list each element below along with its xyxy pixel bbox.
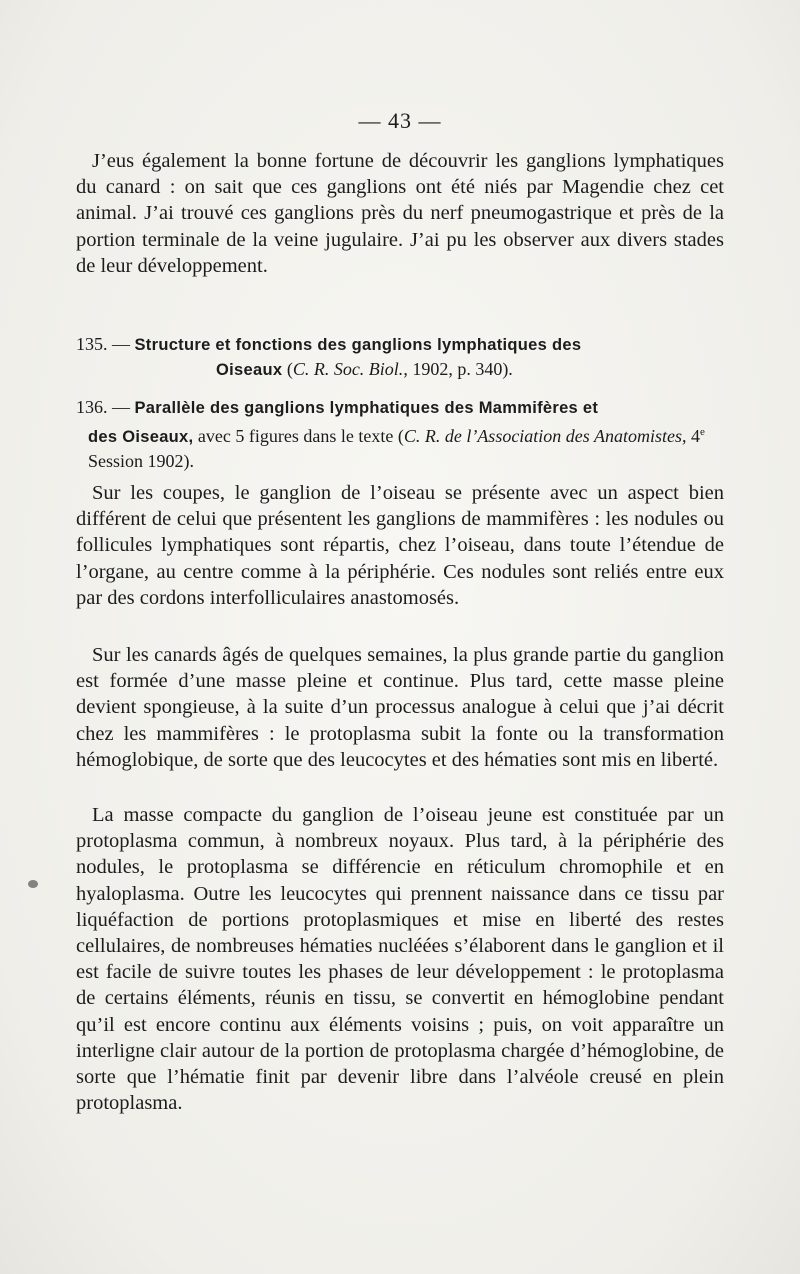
bibliography-entry-136 (76, 395, 724, 473)
entry-135-line-2 (76, 357, 724, 382)
ink-speck (28, 880, 38, 888)
paragraph-4: La masse compacte du ganglion de l’oiseau jeune est constituée par un protoplasma commun, à nombreux noyaux. Plus tard, à la périphérie des nodules, le protoplasma se différencie en réticulum chromophile et en hyaloplasma. Outre les leucocytes qui prennent naissance dans ce tissu par liquéfaction de portions protoplasmiques et mise en liberté des restes cellulaires, de nombreuses hématies nucléées s’élaborent dans le ganglion et il est facile de suivre toutes les phases de leur développement : le protoplasma de certains éléments, réunis en tissu, se convertit en hémoglobine pendant qu’il est encore continu aux éléments voisins ; puis, on voit apparaître un interligne clair autour de la portion de protoplasma chargée d’hémoglobine, de sorte que l’hématie finit par devenir libre dans l’alvéole creusé en plein protoplasma. (76, 804, 724, 1115)
entry-136-reference: avec 5 figures dans le texte (C. R. de l’Association des Anatomistes, 4e Session 1902). (88, 426, 705, 471)
paragraph-2: Sur les coupes, le ganglion de l’oiseau se présente avec un aspect bien différent de celui que présentent les ganglions de mammifères : les nodules ou follicules lymphatiques sont répartis, chez l’oiseau, dans toute l’étendue de l’organe, au centre comme à la périphérie. Ces nodules sont reliés entre eux par des cordons interfolliculaires anastomosés. (76, 482, 724, 609)
paragraph-1: J’eus également la bonne fortune de découvrir les ganglions lymphatiques du canard : on sait que ces ganglions ont été niés par Magendie chez cet animal. J’ai trouvé ces ganglions près du nerf pneumogastrique et près de la portion terminale de la veine jugulaire. J’ai pu les observer aux divers stades de leur développement. (76, 150, 724, 277)
page-number: — 43 — (358, 108, 442, 133)
entry-136-dash: — (112, 397, 130, 417)
paragraph-3-block (76, 642, 724, 773)
entry-136-title-line-2: des Oiseaux, (88, 428, 194, 446)
entry-136-journal: C. R. de l’Association des Anatomistes (403, 426, 682, 446)
paragraph-4-block (76, 802, 724, 1116)
paragraph-2-block (76, 480, 724, 611)
entry-136-line-1 (76, 395, 724, 420)
entry-135-line-1 (76, 332, 724, 357)
entry-136-line-2 (76, 420, 724, 473)
entry-135-title-line-2: Oiseaux (216, 361, 283, 379)
entry-135-journal: C. R. Soc. Biol. (292, 359, 404, 379)
paragraph-3: Sur les canards âgés de quelques semaines, la plus grande partie du ganglion est formée d’une masse pleine et continue. Plus tard, cette masse pleine devient spongieuse, à la suite d’un processus analogue à celui que j’ai décrit chez les mammifères : le protoplasma subit la fonte ou la transformation hémoglobique, de sorte que des leucocytes et des hématies sont mis en liberté. (76, 644, 724, 771)
entry-135-dash: — (112, 334, 130, 354)
entry-135-reference: (C. R. Soc. Biol., 1902, p. 340). (286, 359, 513, 379)
paragraph-1-block (76, 148, 724, 279)
entry-136-number: 136. (76, 397, 108, 417)
entry-135-title-line-1: Structure et fonctions des ganglions lymphatiques des (134, 336, 582, 354)
bibliography-entry-135 (76, 332, 724, 382)
entry-136-title-line-1: Parallèle des ganglions lymphatiques des Mammifères et (134, 399, 599, 417)
entry-135-number: 135. (76, 334, 108, 354)
